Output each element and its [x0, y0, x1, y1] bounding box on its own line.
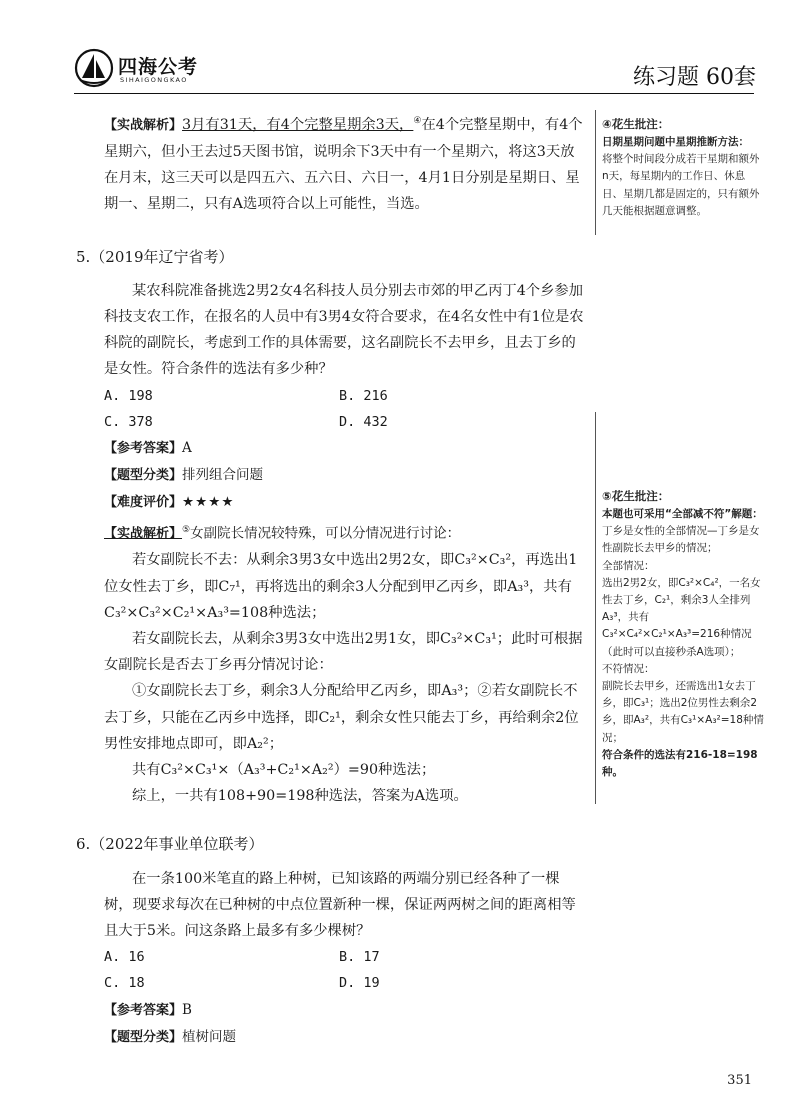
option-d: D. 432 — [339, 413, 388, 430]
type-tag: 【题型分类】 — [104, 468, 183, 484]
answer-value: B — [182, 1001, 192, 1018]
page-header — [0, 0, 800, 100]
q5-stem: 某农科院准备挑选2男2女4名科技人员分别去市郊的甲乙丙丁4个乡参加科技支农工作，在报名的人员中有3男4女符合要求，在4名女性中有1位是农科院的副院长，考虑到工作的具体需要，这名副院长不去甲乡，且去丁乡的是女性。符合条件的选法有多少种？ — [104, 282, 584, 378]
side-note-title: ④花生批注： — [602, 117, 670, 131]
logo-subtext: SIHAIGONGKAO — [120, 76, 188, 84]
analysis-line: 若女副院长去，从剩余3男3女中选出2男1女，即C₃²×C₃¹；此时可根据女副院长是否去丁乡再分情况讨论： — [104, 630, 583, 674]
answer-value: A — [182, 440, 192, 456]
q6-stem: 在一条100米笔直的路上种树，已知该路的两端分别已经各种了一棵树，现要求每次在已种树的中点位置新种一棵，保证两两树之间的距离相等且大于5米。问这条路上最多有多少棵树？ — [104, 870, 576, 939]
note-mark: ④ — [413, 116, 422, 126]
note-mark: ⑤ — [182, 524, 191, 535]
analysis-line: ①女副院长去丁乡，剩余3人分配给甲乙丙乡，即A₃³；②若女副院长不去丁乡，只能在乙丙乡中选择，即C₂¹，剩余女性只能去丁乡，再给剩余2位男性安排地点即可，即A₂²； — [104, 683, 579, 752]
side-note-text: 将整个时间段分成若干星期和额外n天，每星期内的工作日、休息日、星期几都是固定的，只有额外几天能根据题意调整。 — [602, 153, 760, 217]
side-note-line: 选出2男2女，即C₃²×C₄²，一名女性去丁乡，C₂¹，剩余3人全排列A₃³，共有C₃²×C₄²×C₂¹×A₃³=216种情况（此时可以直接秒杀A选项）； — [602, 576, 761, 658]
q6-options — [104, 944, 586, 996]
option-b: B. 216 — [339, 387, 388, 404]
option-a: A. 198 — [104, 387, 153, 404]
type-value: 排列组合问题 — [182, 467, 264, 484]
side-note-line: 全部情况： — [602, 559, 655, 572]
analysis-intro: 女副院长情况较特殊，可以分情况进行讨论： — [190, 525, 461, 542]
side-note-bold-text: 日期星期问题中星期推断方法： — [602, 136, 749, 148]
type-value: 植树问题 — [182, 1028, 237, 1045]
q5-difficulty — [104, 489, 586, 516]
main-content — [76, 108, 586, 1051]
side-note-conclusion-text: 符合条件的选法有216-18=198种。 — [602, 748, 758, 779]
side-note-line: 丁乡是女性的全部情况—丁乡是女性副院长去甲乡的情况； — [602, 525, 760, 555]
side-note-bold — [602, 134, 764, 151]
answer-tag: 【参考答案】 — [104, 1002, 183, 1018]
q5-analysis-head — [104, 517, 586, 548]
analysis-line: 共有C₃²×C₃¹×（A₃³+C₂¹×A₂²）=90种选法； — [132, 761, 436, 778]
page-number: 351 — [727, 1073, 752, 1088]
q5-options — [104, 383, 586, 435]
q5-header: 5.（2019年辽宁省考） — [76, 247, 234, 266]
side-note-conclusion — [602, 747, 764, 781]
option-a: A. 16 — [104, 949, 145, 966]
type-tag: 【题型分类】 — [104, 1029, 183, 1045]
brand-logo — [74, 48, 224, 88]
difficulty-stars: ★★★★ — [182, 494, 235, 511]
side-note-title: ⑤花生批注： — [602, 489, 670, 503]
header-divider — [74, 93, 754, 94]
side-note-4 — [602, 114, 764, 220]
side-note-5 — [602, 486, 764, 781]
option-c: C. 378 — [104, 413, 153, 430]
underlined-text: 3月有31天，有4个完整星期余3天， — [182, 116, 414, 133]
analysis-line: 综上，一共有108+90=198种选法，答案为A选项。 — [132, 788, 468, 805]
analysis-text: 在4个完整星期中，有4个星期六，但小王去过5天图书馆，说明余下3天中有一个星期六，将这3天放在月末，这三天可以是四五六、五六日、六日一，4月1日分别是星期日、星期一、星期二，只有A选项符合以上可能性，当选。 — [104, 116, 583, 213]
side-note-bold-text: 本题也可采用“全部减不符”解题： — [602, 508, 763, 520]
q4-analysis — [104, 108, 586, 218]
logo-text: 四海公考 — [118, 56, 199, 78]
answer-tag: 【参考答案】 — [104, 441, 183, 456]
option-c: C. 18 — [104, 975, 145, 992]
q6-type — [104, 1024, 586, 1051]
sidebar-divider — [595, 110, 596, 235]
q6-answer — [104, 997, 586, 1024]
sail-logo-icon — [74, 48, 114, 88]
analysis-line: 若女副院长不去：从剩余3男3女中选出2男2女，即C₃²×C₃²，再选出1位女性去丁乡，即C₇¹，再将选出的剩余3人分配到甲乙丙乡，即A₃³，共有C₃²×C₃²×C₂¹×A₃³=108种选法； — [104, 552, 578, 621]
analysis-tag: 【实战解析】 — [104, 526, 183, 542]
option-b: B. 17 — [339, 949, 380, 966]
side-note-line: 副院长去甲乡，还需选出1女去丁乡，即C₃¹；选出2位男性去剩余2乡，即A₃²，共有C₃¹×A₃²=18种情况； — [602, 680, 764, 744]
difficulty-tag: 【难度评价】 — [104, 495, 183, 511]
side-note-bold — [602, 506, 764, 523]
side-note-line: 不符情况： — [602, 662, 655, 675]
q5-answer — [104, 435, 586, 462]
book-title: 练习题 60套 — [633, 65, 756, 90]
q6-header: 6.（2022年事业单位联考） — [76, 835, 264, 854]
q5-type — [104, 462, 586, 489]
analysis-tag: 【实战解析】 — [104, 117, 183, 133]
sidebar-divider — [595, 412, 596, 804]
option-d: D. 19 — [339, 975, 380, 992]
